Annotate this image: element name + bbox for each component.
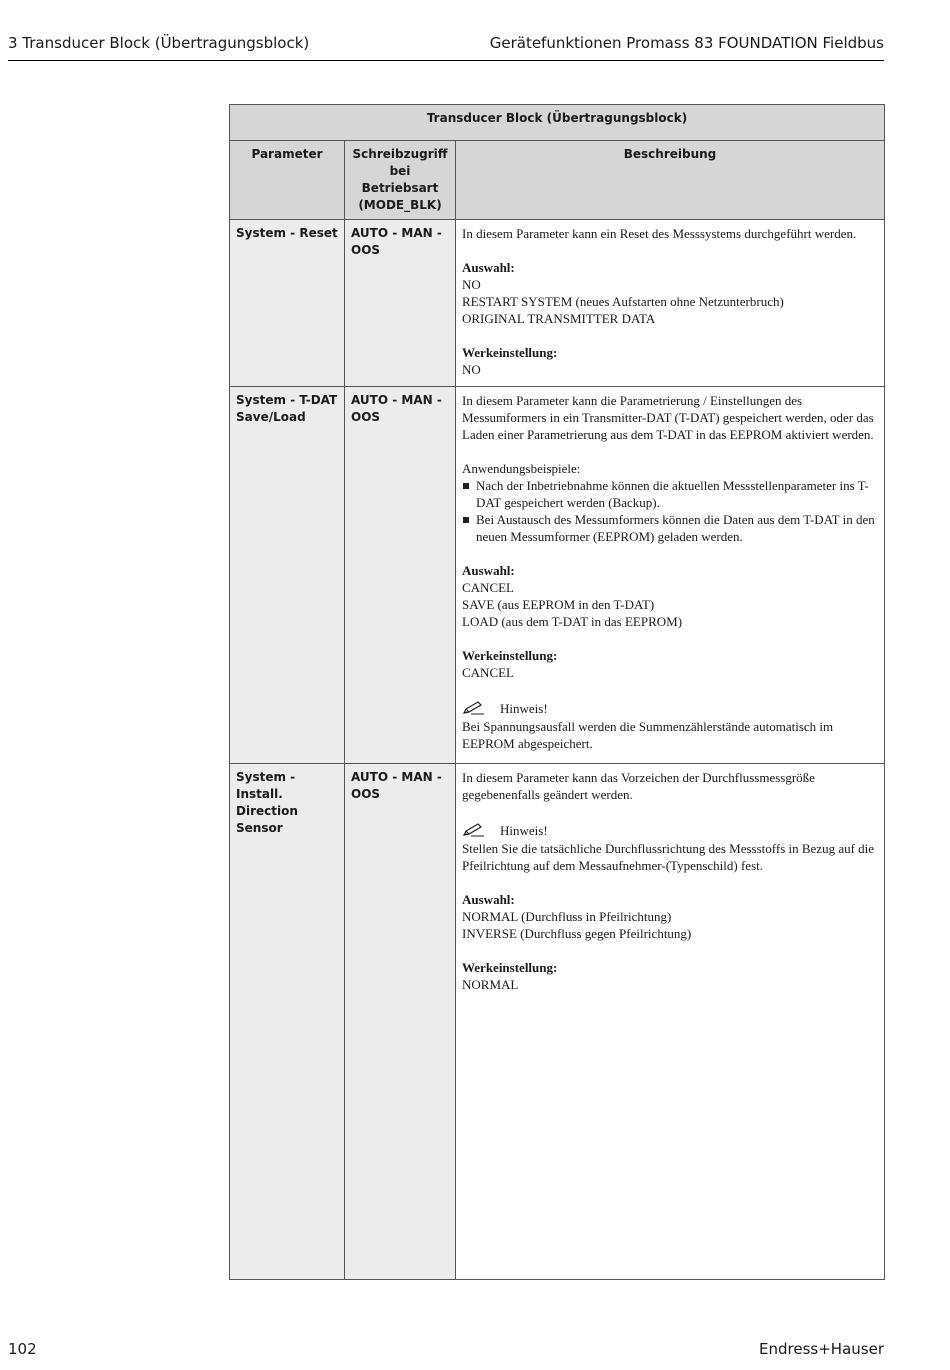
column-header-access-line2: bei Betriebsart	[361, 164, 439, 195]
table-title: Transducer Block (Übertragungsblock)	[230, 105, 885, 141]
default-value: NORMAL	[462, 977, 519, 992]
pencil-note-icon	[462, 823, 486, 837]
option-item: ORIGINAL TRANSMITTER DATA	[462, 311, 656, 326]
option-item: INVERSE (Durchfluss gegen Pfeilrichtung)	[462, 926, 692, 941]
selection-label: Auswahl:	[462, 892, 515, 907]
list-item: Bei Austausch des Messumformers können die Daten aus dem T-DAT in den neuen Messumformer (EEPROM) geladen werden.	[462, 511, 878, 545]
column-header-access-line3: (MODE_BLK)	[358, 198, 442, 212]
default-value: NO	[462, 362, 481, 377]
transducer-block-table	[229, 104, 885, 1280]
note-text: Bei Spannungsausfall werden die Summenzählerstände automatisch im EEPROM abgespeichert.	[462, 719, 834, 751]
selection-label: Auswahl:	[462, 563, 515, 578]
header-title: Gerätefunktionen Promass 83 FOUNDATION Fieldbus	[489, 34, 884, 52]
note-heading	[462, 698, 878, 718]
note-text: Stellen Sie die tatsächliche Durchflussrichtung des Messstoffs in Bezug auf die Pfeilrichtung auf dem Messaufnehmer-(Typenschild) fest.	[462, 841, 875, 873]
parameter-name: System - T-DAT Save/Load	[230, 387, 345, 764]
table-row	[230, 220, 885, 387]
option-item: NORMAL (Durchfluss in Pfeilrichtung)	[462, 909, 672, 924]
description-intro: In diesem Parameter kann ein Reset des Messsystems durchgeführt werden.	[462, 226, 857, 241]
note-label: Hinweis!	[500, 700, 548, 716]
column-header-access	[345, 141, 456, 220]
brand-name: Endress+Hauser	[759, 1340, 884, 1358]
note-label: Hinweis!	[500, 822, 548, 838]
parameter-description	[456, 764, 885, 1280]
parameter-description	[456, 387, 885, 764]
page-number: 102	[8, 1340, 37, 1358]
header-chapter: 3 Transducer Block (Übertragungsblock)	[8, 34, 310, 52]
table-row	[230, 764, 885, 1280]
default-label: Werkeinstellung:	[462, 960, 558, 975]
option-item: SAVE (aus EEPROM in den T-DAT)	[462, 597, 655, 612]
default-value: CANCEL	[462, 665, 514, 680]
list-item: Nach der Inbetriebnahme können die aktuellen Messstellenparameter ins T-DAT gespeichert werden (Backup).	[462, 477, 878, 511]
description-intro: In diesem Parameter kann die Parametrierung / Einstellungen des Messumformers in ein Transmitter-DAT (T-DAT) gespeichert werden, oder das Laden einer Parametrierung aus dem T-DAT in das EEPROM aktiviert werden.	[462, 393, 874, 442]
page-header	[8, 32, 884, 61]
examples-label: Anwendungsbeispiele:	[462, 461, 581, 476]
parameter-description	[456, 220, 885, 387]
option-item: CANCEL	[462, 580, 514, 595]
option-item: LOAD (aus dem T-DAT in das EEPROM)	[462, 614, 683, 629]
note-heading	[462, 820, 878, 840]
option-item: NO	[462, 277, 481, 292]
parameter-name: System - Install. Direction Sensor	[230, 764, 345, 1280]
column-header-access-line1: Schreibzugriff	[352, 147, 448, 161]
access-mode: AUTO - MAN - OOS	[345, 764, 456, 1280]
examples-list	[462, 477, 878, 545]
access-mode: AUTO - MAN - OOS	[345, 387, 456, 764]
default-label: Werkeinstellung:	[462, 648, 558, 663]
description-intro: In diesem Parameter kann das Vorzeichen der Durchflussmessgröße gegebenenfalls geändert werden.	[462, 770, 815, 802]
option-item: RESTART SYSTEM (neues Aufstarten ohne Netzunterbruch)	[462, 294, 784, 309]
table-row	[230, 387, 885, 764]
column-header-description: Beschreibung	[456, 141, 885, 220]
access-mode: AUTO - MAN - OOS	[345, 220, 456, 387]
parameter-name: System - Reset	[230, 220, 345, 387]
column-header-parameter: Parameter	[230, 141, 345, 220]
pencil-note-icon	[462, 701, 486, 715]
selection-label: Auswahl:	[462, 260, 515, 275]
default-label: Werkeinstellung:	[462, 345, 558, 360]
